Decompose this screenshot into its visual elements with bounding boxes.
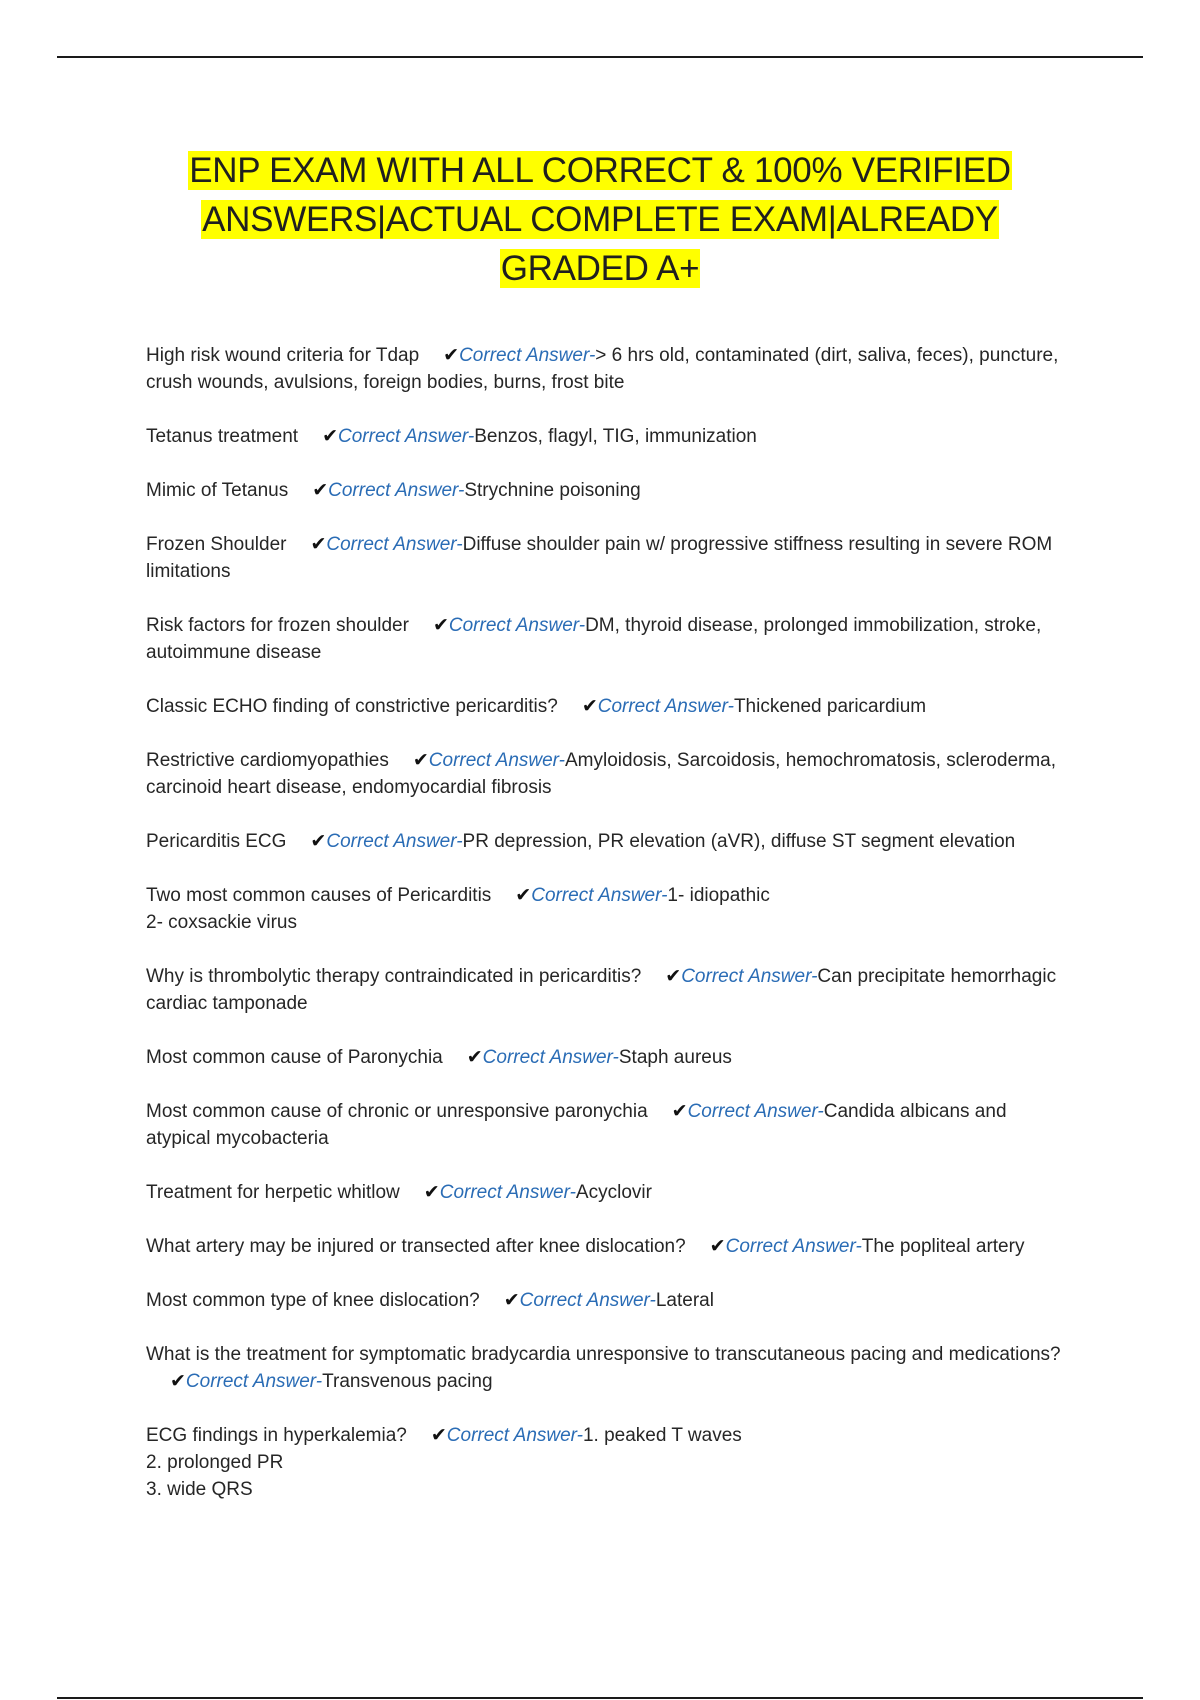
correct-answer-label: Correct Answer- xyxy=(338,426,475,447)
answer-extra-line: 3. wide QRS xyxy=(146,1479,253,1500)
question-text: Most common cause of Paronychia xyxy=(146,1047,443,1068)
qa-item xyxy=(146,1287,1066,1314)
correct-answer-label: Correct Answer- xyxy=(326,534,463,555)
title-line: ENP EXAM WITH ALL CORRECT & 100% VERIFIED xyxy=(189,151,1011,190)
answer-text: > 6 hrs old, contaminated (dirt, saliva, feces), puncture, crush wounds, avulsions, foreign bodies, burns, frost bite xyxy=(146,345,1059,393)
checkmark-icon: ✔ xyxy=(515,885,532,906)
correct-answer-label: Correct Answer- xyxy=(687,1101,824,1122)
question-text: Risk factors for frozen shoulder xyxy=(146,615,409,636)
question-text: Most common cause of chronic or unresponsive paronychia xyxy=(146,1101,648,1122)
question-text: Two most common causes of Pericarditis xyxy=(146,885,492,906)
correct-answer-label: Correct Answer- xyxy=(482,1047,619,1068)
correct-answer-label: Correct Answer- xyxy=(681,966,818,987)
qa-item xyxy=(146,1044,1066,1071)
checkmark-icon: ✔ xyxy=(310,831,327,852)
checkmark-icon: ✔ xyxy=(322,426,339,447)
answer-text: Staph aureus xyxy=(618,1047,732,1068)
qa-item xyxy=(146,477,1066,504)
correct-answer-label: Correct Answer- xyxy=(459,345,596,366)
qa-item xyxy=(146,423,1066,450)
qa-item xyxy=(146,882,1066,936)
correct-answer-label: Correct Answer- xyxy=(448,615,586,636)
checkmark-icon: ✔ xyxy=(310,534,327,555)
correct-answer-label: Correct Answer- xyxy=(446,1425,583,1446)
checkmark-icon: ✔ xyxy=(170,1371,186,1392)
qa-item xyxy=(146,342,1066,396)
correct-answer-label: Correct Answer- xyxy=(326,831,463,852)
answer-text: Strychnine poisoning xyxy=(464,480,641,501)
checkmark-icon: ✔ xyxy=(432,615,449,636)
correct-answer-label: Correct Answer- xyxy=(597,696,734,717)
question-text: High risk wound criteria for Tdap xyxy=(146,345,420,366)
qa-item xyxy=(146,1341,1066,1395)
qa-item xyxy=(146,1098,1066,1152)
answer-extra-line: 2- coxsackie virus xyxy=(146,912,297,933)
checkmark-icon: ✔ xyxy=(312,480,329,501)
answer-text: The popliteal artery xyxy=(861,1236,1025,1257)
qa-item xyxy=(146,1422,1066,1503)
qa-item xyxy=(146,1233,1066,1260)
checkmark-icon: ✔ xyxy=(709,1236,726,1257)
checkmark-icon: ✔ xyxy=(443,345,460,366)
qa-item xyxy=(146,963,1066,1017)
qa-item xyxy=(146,1179,1066,1206)
question-text: Frozen Shoulder xyxy=(146,534,287,555)
checkmark-icon: ✔ xyxy=(430,1425,447,1446)
question-text: Restrictive cardiomyopathies xyxy=(146,750,389,771)
answer-text: Candida albicans and atypical mycobacteria xyxy=(146,1101,1007,1149)
question-text: Treatment for herpetic whitlow xyxy=(146,1182,400,1203)
question-text: Classic ECHO finding of constrictive pericarditis? xyxy=(146,696,558,717)
bottom-rule xyxy=(57,1697,1143,1699)
qa-item xyxy=(146,828,1066,855)
qa-item xyxy=(146,612,1066,666)
answer-text: DM, thyroid disease, prolonged immobilization, stroke, autoimmune disease xyxy=(146,615,1042,663)
answer-extra-line: 2. prolonged PR xyxy=(146,1452,284,1473)
question-text: What is the treatment for symptomatic bradycardia unresponsive to transcutaneous pacing and medications? xyxy=(146,1344,1061,1365)
document-title xyxy=(140,146,1060,293)
correct-answer-label: Correct Answer- xyxy=(428,750,565,771)
correct-answer-label: Correct Answer- xyxy=(185,1371,323,1392)
answer-text: PR depression, PR elevation (aVR), diffuse ST segment elevation xyxy=(462,831,1016,852)
checkmark-icon: ✔ xyxy=(466,1047,483,1068)
question-text: What artery may be injured or transected after knee dislocation? xyxy=(146,1236,686,1257)
answer-text: 1- idiopathic xyxy=(667,885,770,906)
question-text: ECG findings in hyperkalemia? xyxy=(146,1425,407,1446)
answer-text: Amyloidosis, Sarcoidosis, hemochromatosis, scleroderma, carcinoid heart disease, endomyocardial fibrosis xyxy=(146,750,1057,798)
answer-text: Lateral xyxy=(655,1290,714,1311)
checkmark-icon: ✔ xyxy=(412,750,429,771)
correct-answer-label: Correct Answer- xyxy=(725,1236,862,1257)
checkmark-icon: ✔ xyxy=(423,1182,440,1203)
answer-text: Transvenous pacing xyxy=(322,1371,493,1392)
checkmark-icon: ✔ xyxy=(503,1290,520,1311)
correct-answer-label: Correct Answer- xyxy=(531,885,668,906)
answer-text: Diffuse shoulder pain w/ progressive stiffness resulting in severe ROM limitations xyxy=(146,534,1053,582)
question-text: Mimic of Tetanus xyxy=(146,480,289,501)
answer-text: Can precipitate hemorrhagic cardiac tamponade xyxy=(146,966,1057,1014)
question-text: Why is thrombolytic therapy contraindicated in pericarditis? xyxy=(146,966,642,987)
question-text: Most common type of knee dislocation? xyxy=(146,1290,480,1311)
checkmark-icon: ✔ xyxy=(581,696,598,717)
correct-answer-label: Correct Answer- xyxy=(328,480,465,501)
top-rule xyxy=(57,56,1143,58)
qa-list xyxy=(146,342,1066,1530)
correct-answer-label: Correct Answer- xyxy=(519,1290,656,1311)
checkmark-icon: ✔ xyxy=(665,966,682,987)
correct-answer-label: Correct Answer- xyxy=(439,1182,576,1203)
answer-text: Thickened paricardium xyxy=(733,696,927,717)
qa-item xyxy=(146,531,1066,585)
title-line: ANSWERS|ACTUAL COMPLETE EXAM|ALREADY xyxy=(202,200,998,239)
question-text: Pericarditis ECG xyxy=(146,831,287,852)
checkmark-icon: ✔ xyxy=(671,1101,688,1122)
qa-item xyxy=(146,747,1066,801)
qa-item xyxy=(146,693,1066,720)
answer-text: Benzos, flagyl, TIG, immunization xyxy=(474,426,757,447)
question-text: Tetanus treatment xyxy=(146,426,299,447)
answer-text: 1. peaked T waves xyxy=(582,1425,742,1446)
answer-text: Acyclovir xyxy=(575,1182,652,1203)
title-line: GRADED A+ xyxy=(500,249,700,288)
